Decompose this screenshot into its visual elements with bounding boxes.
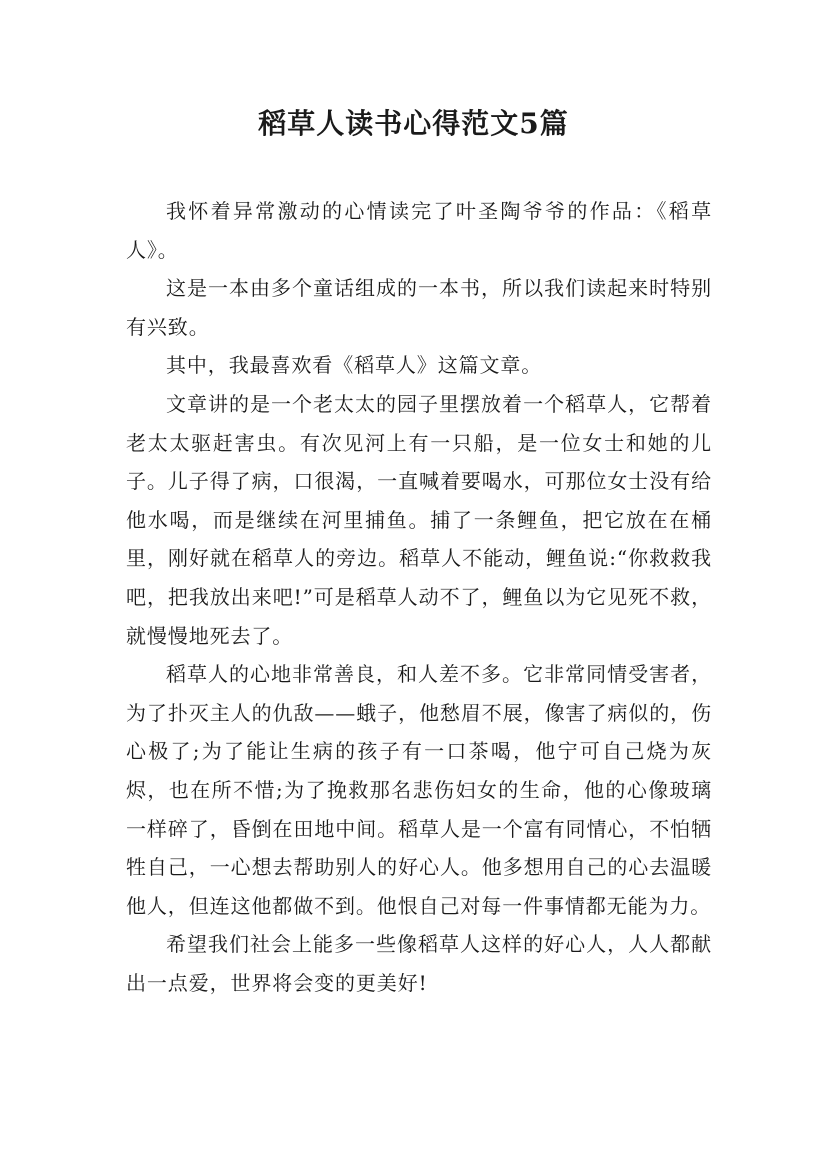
paragraph-6: 希望我们社会上能多一些像稻草人这样的好心人，人人都献出一点爱，世界将会变的更美好! (126, 932, 712, 995)
paragraph-5: 稻草人的心地非常善良，和人差不多。它非常同情受害者，为了扑灭主人的仇敌——蛾子，他愁眉不展，像害了病似的，伤心极了;为了能让生病的孩子有一口茶喝，他宁可自己烧为灰烬，也在所不惜;为了挽救那名悲伤妇女的生命，他的心像玻璃一样碎了，昏倒在田地中间。稻草人是一个富有同情心，不怕牺牲自己，一心想去帮助别人的好心人。他多想用自己的心去温暖他人，但连这他都做不到。他恨自己对每一件事情都无能为力。 (126, 662, 712, 918)
document-title: 稻草人读书心得范文5篇 (258, 107, 569, 140)
paragraph-4: 文章讲的是一个老太太的园子里摆放着一个稻草人，它帮着老太太驱赶害虫。有次见河上有一只船，是一位女士和她的儿子。儿子得了病，口很渴，一直喊着要喝水，可那位女士没有给他水喝，而是继续在河里捕鱼。捕了一条鲤鱼，把它放在在桶里，刚好就在稻草人的旁边。稻草人不能动，鲤鱼说:“你救救我吧，把我放出来吧!”可是稻草人动不了，鲤鱼以为它见死不救，就慢慢地死去了。 (126, 391, 712, 648)
paragraph-1: 我怀着异常激动的心情读完了叶圣陶爷爷的作品：《稻草人》。 (126, 199, 712, 262)
paragraph-2: 这是一本由多个童话组成的一本书，所以我们读起来时特别有兴致。 (126, 276, 712, 339)
document-body (126, 192, 712, 1002)
paragraph-3: 其中，我最喜欢看《稻草人》这篇文章。 (166, 353, 543, 378)
